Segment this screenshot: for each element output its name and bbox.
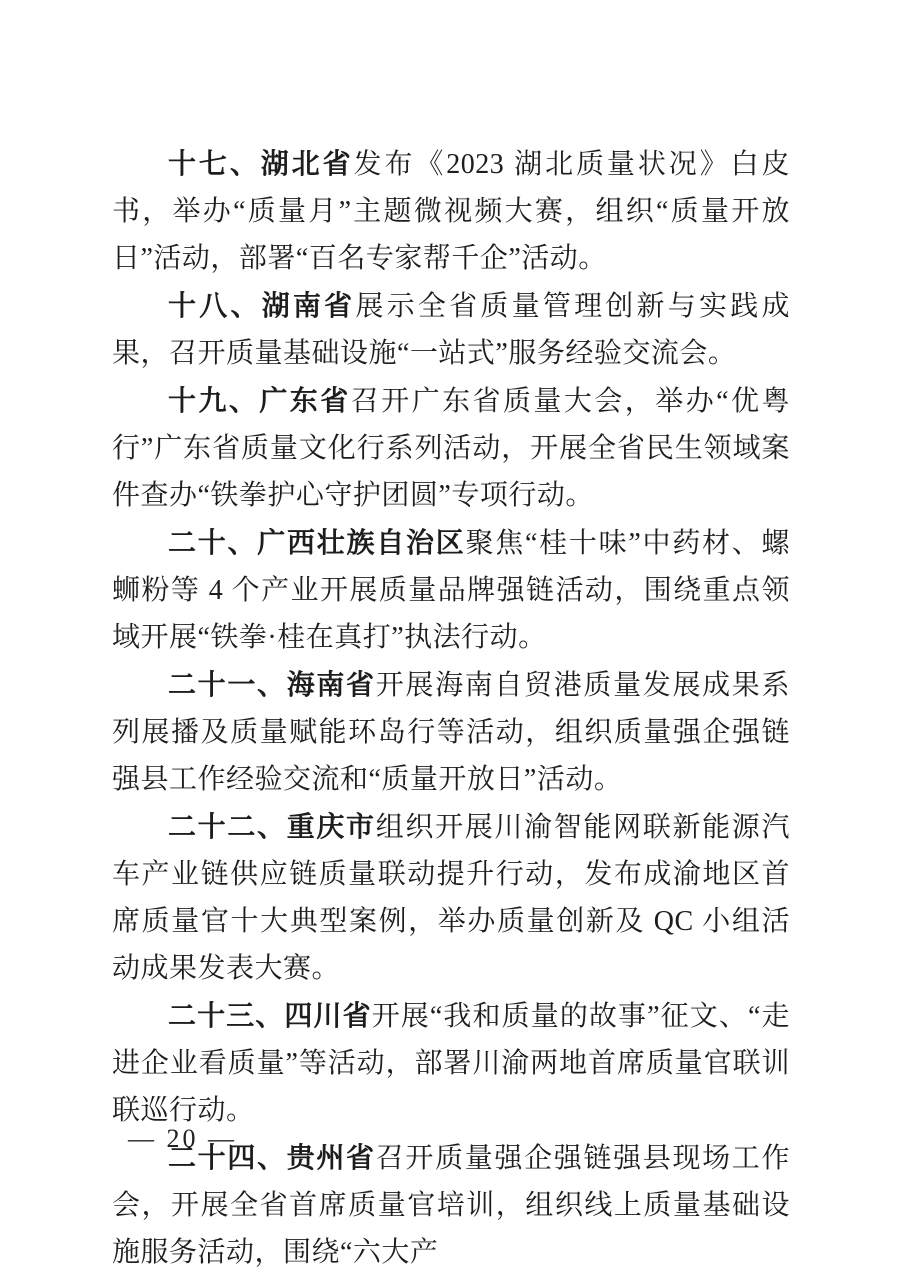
document-paragraph [112, 992, 790, 1134]
paragraph-text: 召开广东省质量大会，举办“优粤行”广东省质量文化行系列活动，开展全省民生领域案件查办“铁拳护心守护团圆”专项行动。 [112, 386, 790, 511]
paragraph-lead: 二十、广西壮族自治区 [168, 527, 466, 558]
paragraph-text: 聚焦“桂十味”中药材、螺蛳粉等 4 个产业开展质量品牌强链活动，围绕重点领域开展“铁拳·桂在真打”执法行动。 [112, 528, 790, 653]
paragraph-lead: 二十三、四川省 [168, 1000, 372, 1031]
document-body [112, 140, 790, 1273]
paragraph-lead: 二十一、海南省 [168, 669, 376, 700]
paragraph-lead: 十九、广东省 [168, 385, 351, 416]
page-number: — 20 — [128, 1124, 237, 1153]
document-paragraph [112, 140, 790, 282]
paragraph-text: 展示全省质量管理创新与实践成果，召开质量基础设施“一站式”服务经验交流会。 [112, 291, 790, 369]
paragraph-text: 开展海南自贸港质量发展成果系列展播及质量赋能环岛行等活动，组织质量强企强链强县工作经验交流和“质量开放日”活动。 [112, 670, 790, 795]
document-paragraph [112, 661, 790, 803]
paragraph-lead: 二十二、重庆市 [168, 811, 376, 842]
document-paragraph [112, 282, 790, 377]
paragraph-lead: 二十四、贵州省 [168, 1142, 376, 1173]
document-paragraph [112, 377, 790, 519]
paragraph-text: 开展“我和质量的故事”征文、“走进企业看质量”等活动，部署川渝两地首席质量官联训联巡行动。 [112, 1001, 790, 1126]
paragraph-lead: 十八、湖南省 [168, 290, 356, 321]
document-paragraph [112, 803, 790, 992]
paragraph-lead: 十七、湖北省 [168, 148, 354, 179]
paragraph-text: 召开质量强企强链强县现场工作会，开展全省首席质量官培训，组织线上质量基础设施服务活动，围绕“六大产 [112, 1143, 790, 1268]
paragraph-text: 发布《2023 湖北质量状况》白皮书，举办“质量月”主题微视频大赛，组织“质量开放日”活动，部署“百名专家帮千企”活动。 [112, 149, 790, 274]
document-paragraph [112, 519, 790, 661]
page-footer [128, 1122, 237, 1156]
paragraph-text: 组织开展川渝智能网联新能源汽车产业链供应链质量联动提升行动，发布成渝地区首席质量官十大典型案例，举办质量创新及 QC 小组活动成果发表大赛。 [112, 812, 790, 984]
